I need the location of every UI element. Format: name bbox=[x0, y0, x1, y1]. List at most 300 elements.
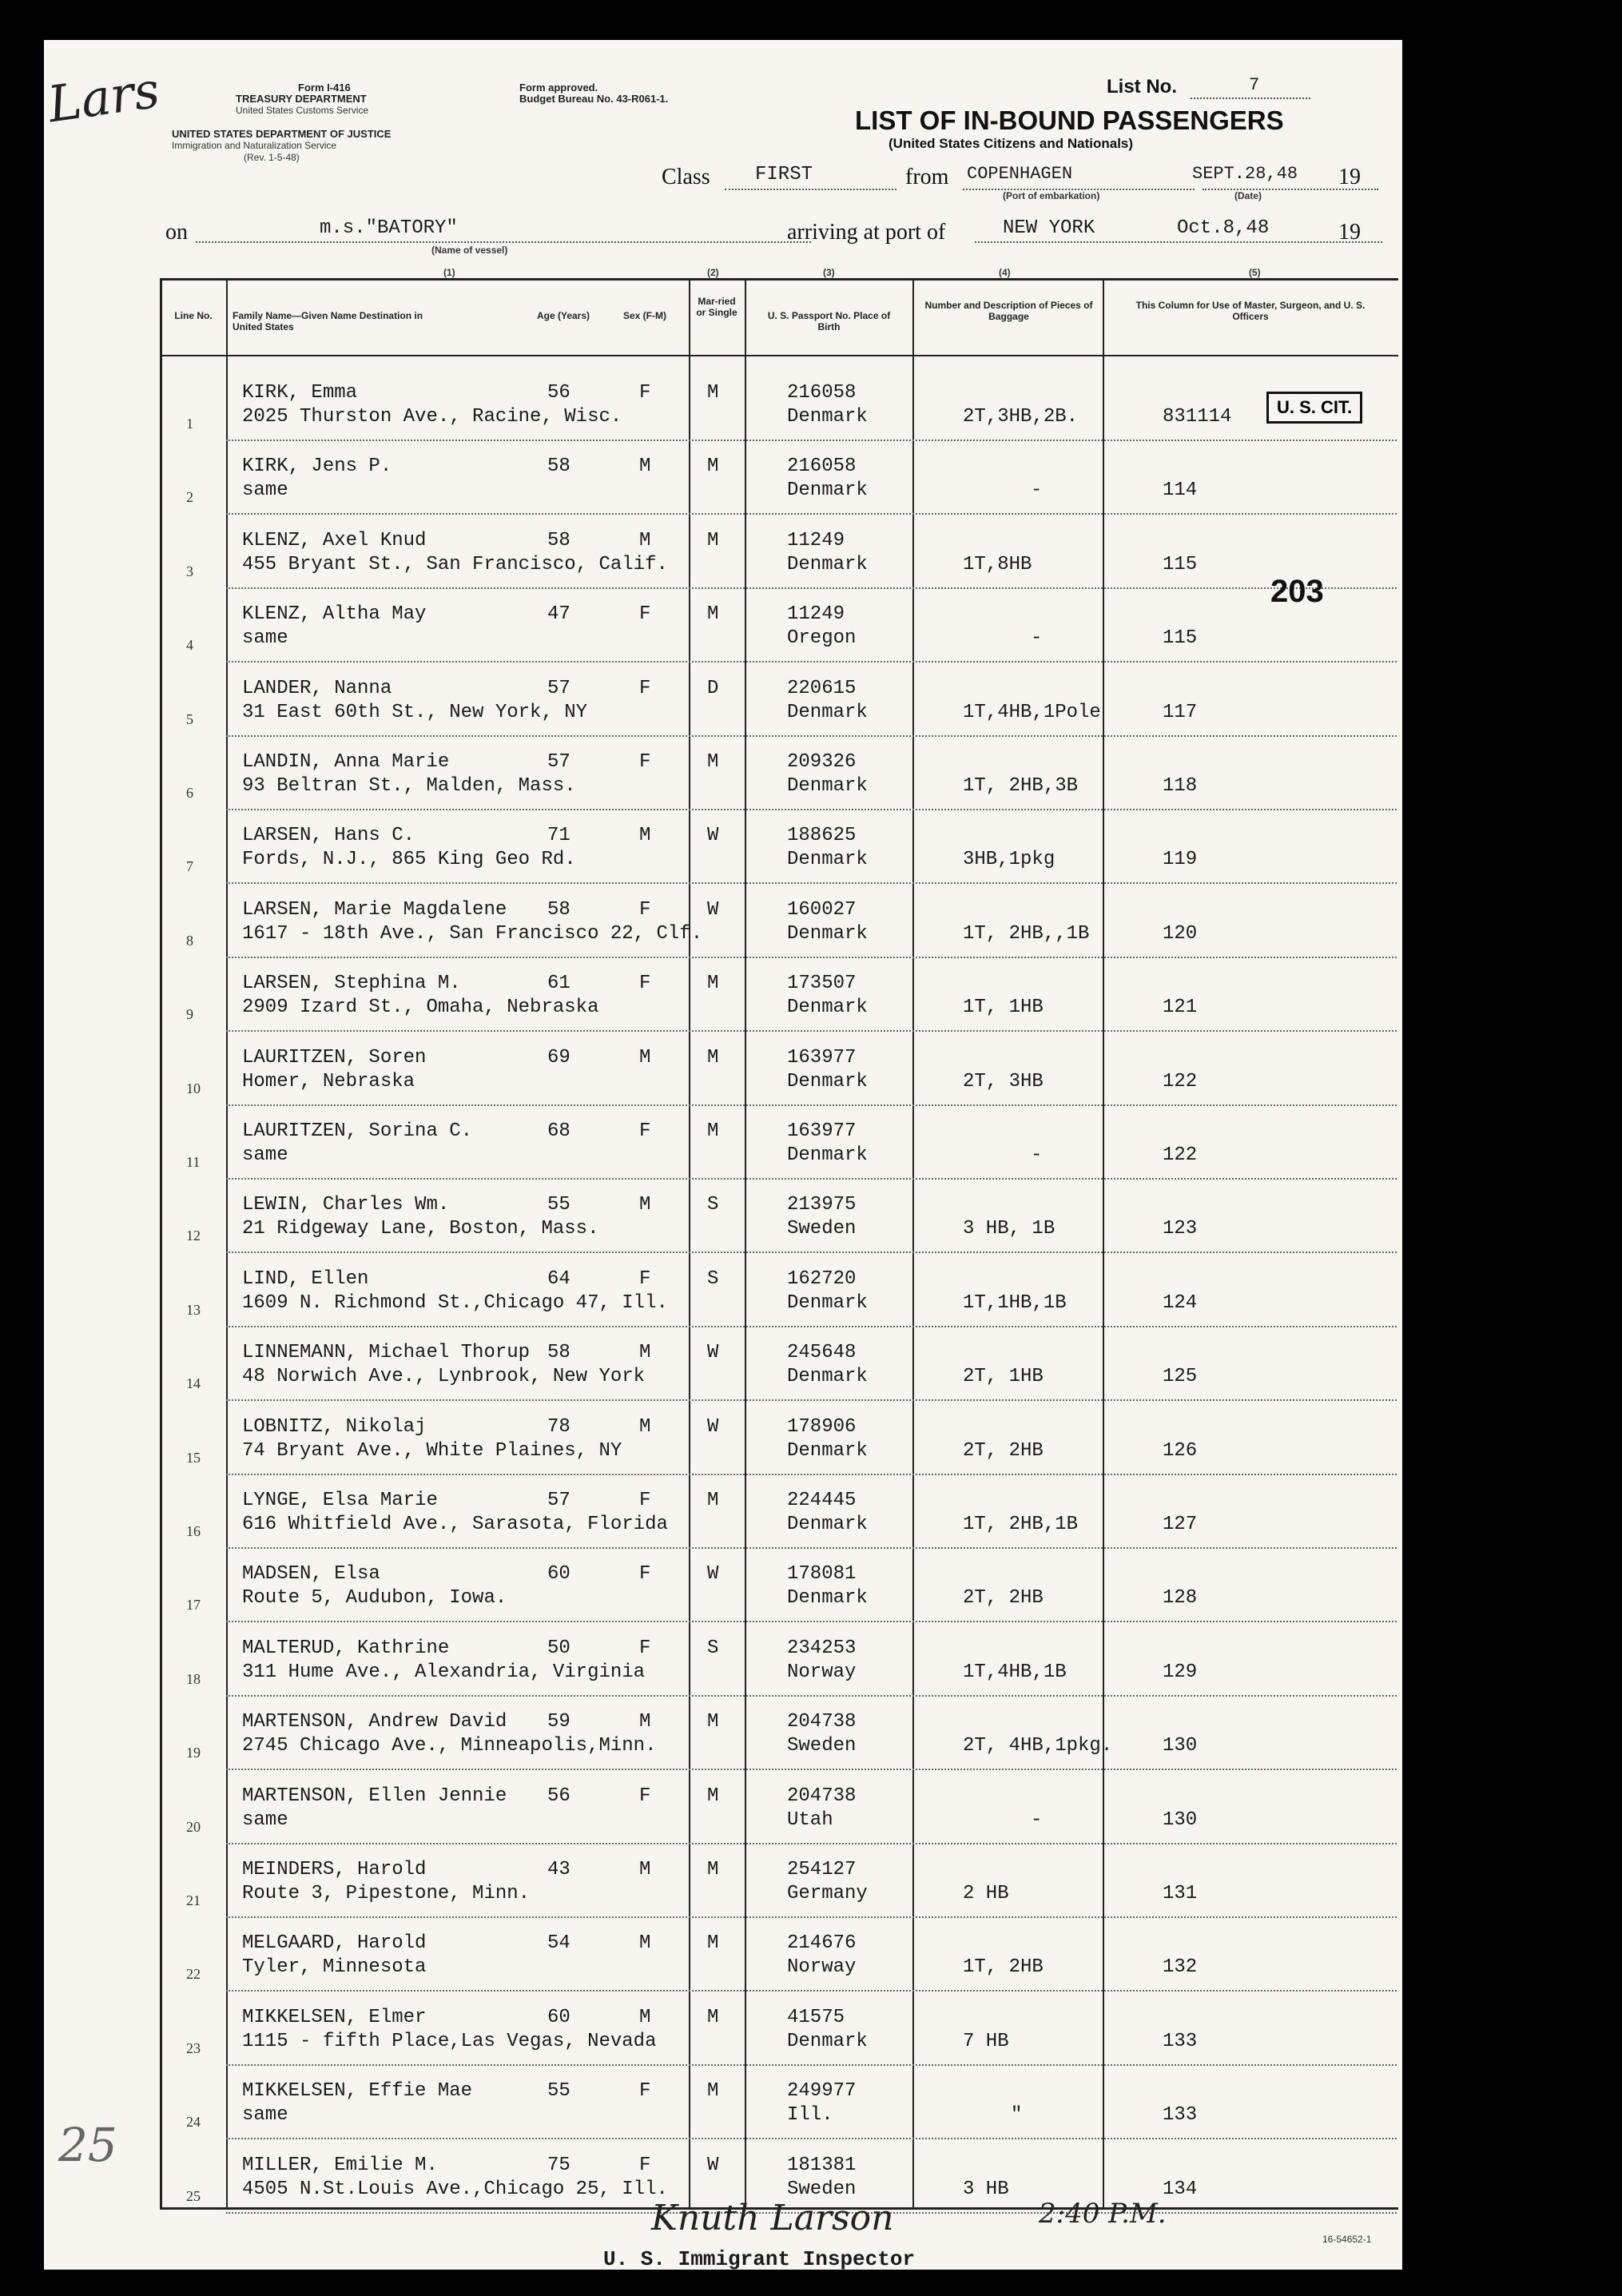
passenger-destination: 616 Whitfield Ave., Sarasota, Florida bbox=[242, 1514, 668, 1535]
table-row bbox=[44, 1843, 1402, 1917]
passenger-name: LANDIN, Anna Marie bbox=[242, 751, 450, 773]
immigrant-inspector-stamp: U. S. Immigrant Inspector bbox=[603, 2247, 916, 2271]
line-number: 11 bbox=[186, 1154, 201, 1170]
passenger-sex: F bbox=[639, 1785, 651, 1807]
class-line bbox=[725, 189, 896, 190]
margin-handwriting: Lars bbox=[44, 60, 163, 134]
from-value: COPENHAGEN bbox=[967, 164, 1073, 184]
passenger-age: 68 bbox=[547, 1120, 570, 1142]
officer-number: 133 bbox=[1163, 2104, 1198, 2127]
officer-number: 130 bbox=[1163, 1735, 1198, 1757]
passenger-sex: M bbox=[639, 1194, 651, 1216]
vessel-line bbox=[196, 241, 811, 243]
passenger-name: LARSEN, Marie Magdalene bbox=[242, 898, 507, 921]
page-title: LIST OF IN-BOUND PASSENGERS bbox=[855, 105, 1284, 135]
place-of-birth: Denmark bbox=[787, 553, 868, 575]
passenger-destination: Tyler, Minnesota bbox=[242, 1956, 427, 1979]
line-number: 6 bbox=[186, 785, 193, 801]
table-header-rule bbox=[160, 355, 1398, 356]
passenger-destination: Route 3, Pipestone, Minn. bbox=[242, 1883, 531, 1904]
line-number: 17 bbox=[186, 1597, 201, 1614]
passenger-name: MADSEN, Elsa bbox=[242, 1563, 380, 1586]
arrival-line bbox=[975, 241, 1382, 243]
arrival-date: Oct.8,48 bbox=[1177, 217, 1270, 239]
passport-number: 162720 bbox=[787, 1267, 857, 1290]
passenger-sex: F bbox=[639, 603, 651, 626]
table-row bbox=[44, 587, 1402, 662]
class-value: FIRST bbox=[755, 164, 813, 185]
officer-number: 122 bbox=[1163, 1070, 1198, 1092]
passport-number: 224445 bbox=[787, 1490, 857, 1511]
year-suffix: 19 bbox=[1338, 165, 1361, 189]
passenger-sex: F bbox=[639, 1490, 651, 1511]
passport-number: 188625 bbox=[787, 825, 857, 847]
table-row bbox=[44, 809, 1402, 883]
table-row bbox=[44, 1695, 1402, 1769]
passenger-sex: F bbox=[639, 1563, 651, 1586]
table-row bbox=[44, 1031, 1402, 1105]
passenger-age: 54 bbox=[547, 1932, 570, 1955]
list-no-line bbox=[1191, 97, 1310, 99]
line-number: 7 bbox=[186, 858, 193, 875]
passenger-age: 58 bbox=[547, 898, 570, 921]
passenger-marital-status: W bbox=[707, 1563, 719, 1586]
baggage-description: 3HB,1pkg bbox=[963, 849, 1055, 871]
baggage-description: - bbox=[1031, 1144, 1043, 1166]
passenger-marital-status: M bbox=[707, 529, 719, 551]
list-no-value: 7 bbox=[1249, 75, 1260, 95]
line-number: 21 bbox=[186, 1892, 201, 1908]
table-top-rule bbox=[160, 278, 1398, 281]
passenger-marital-status: S bbox=[707, 1194, 719, 1216]
place-of-birth: Denmark bbox=[787, 1366, 868, 1388]
passenger-marital-status: M bbox=[707, 2006, 719, 2028]
passenger-marital-status: M bbox=[707, 1120, 719, 1142]
line-number: 3 bbox=[186, 563, 193, 579]
from-label: from bbox=[905, 165, 949, 189]
passenger-marital-status: W bbox=[707, 1342, 719, 1364]
officer-number: 119 bbox=[1163, 849, 1198, 871]
passenger-sex: M bbox=[639, 456, 651, 478]
baggage-description: 2T, 4HB,1pkg. bbox=[963, 1735, 1113, 1757]
passenger-name: LARSEN, Hans C. bbox=[242, 825, 415, 847]
passenger-age: 55 bbox=[547, 1194, 570, 1216]
baggage-description: 1T, 2HB bbox=[963, 1956, 1044, 1979]
arrival-port: NEW YORK bbox=[1003, 217, 1095, 239]
header-married: Mar-ried or Single bbox=[696, 296, 737, 318]
officer-number: 123 bbox=[1163, 1218, 1198, 1240]
place-of-birth: Denmark bbox=[787, 849, 868, 871]
passport-number: 181381 bbox=[787, 2154, 857, 2176]
passenger-name: MEINDERS, Harold bbox=[242, 1859, 427, 1880]
passenger-marital-status: M bbox=[707, 751, 719, 773]
col-num-1: (1) bbox=[443, 267, 455, 278]
passenger-name: MIKKELSEN, Effie Mae bbox=[242, 2080, 473, 2103]
vessel-name: m.s."BATORY" bbox=[320, 217, 458, 239]
passenger-name: MALTERUD, Kathrine bbox=[242, 1637, 450, 1659]
count-stamp: 203 bbox=[1270, 574, 1324, 609]
place-of-birth: Denmark bbox=[787, 922, 868, 945]
table-row bbox=[44, 1547, 1402, 1622]
passenger-marital-status: S bbox=[707, 1637, 719, 1659]
passenger-destination: same bbox=[242, 1809, 288, 1831]
place-of-birth: Denmark bbox=[787, 2030, 868, 2052]
passenger-marital-status: M bbox=[707, 603, 719, 626]
passenger-name: MARTENSON, Andrew David bbox=[242, 1711, 507, 1733]
passenger-destination: same bbox=[242, 2104, 288, 2127]
passenger-sex: M bbox=[639, 529, 651, 551]
passenger-sex: M bbox=[639, 1932, 651, 1955]
passenger-name: LINNEMANN, Michael Thorup bbox=[242, 1342, 531, 1364]
passenger-sex: F bbox=[639, 751, 651, 773]
dept-justice-sub: Immigration and Naturalization Service bbox=[172, 140, 337, 151]
passport-number: 11249 bbox=[787, 603, 845, 626]
passenger-marital-status: W bbox=[707, 825, 719, 847]
passport-number: 11249 bbox=[787, 529, 845, 551]
passenger-destination: same bbox=[242, 1144, 288, 1166]
line-number: 1 bbox=[186, 416, 193, 432]
passenger-marital-status: M bbox=[707, 1932, 719, 1955]
passenger-marital-status: W bbox=[707, 2154, 719, 2176]
passenger-age: 57 bbox=[547, 751, 570, 773]
passenger-age: 78 bbox=[547, 1415, 570, 1438]
passport-number: 178081 bbox=[787, 1563, 857, 1586]
header-officers: This Column for Use of Master, Surgeon, and U. S. Officers bbox=[1135, 300, 1366, 322]
passport-number: 234253 bbox=[787, 1637, 857, 1659]
baggage-description: 1T, 2HB,,1B bbox=[963, 922, 1090, 945]
passenger-sex: M bbox=[639, 1342, 651, 1364]
passenger-destination: 1115 - fifth Place,Las Vegas, Nevada bbox=[242, 2030, 657, 2052]
passenger-marital-status: M bbox=[707, 2080, 719, 2103]
passport-number: 214676 bbox=[787, 1932, 857, 1955]
place-of-birth: Denmark bbox=[787, 406, 868, 428]
passenger-age: 58 bbox=[547, 1342, 570, 1364]
officer-number: 118 bbox=[1163, 775, 1198, 797]
passenger-sex: M bbox=[639, 1711, 651, 1733]
line-number: 5 bbox=[186, 710, 193, 727]
passenger-name: MARTENSON, Ellen Jennie bbox=[242, 1785, 507, 1807]
line-number: 2 bbox=[186, 489, 193, 506]
line-number: 4 bbox=[186, 637, 193, 654]
table-row bbox=[44, 1991, 1402, 2065]
form-revision: (Rev. 1-5-48) bbox=[244, 152, 300, 163]
passenger-sex: F bbox=[639, 1267, 651, 1290]
line-number: 20 bbox=[186, 1818, 201, 1835]
passenger-name: KIRK, Jens P. bbox=[242, 456, 392, 478]
baggage-description: 1T, 2HB,1B bbox=[963, 1514, 1079, 1535]
passenger-sex: M bbox=[639, 1859, 651, 1880]
col-num-4: (4) bbox=[999, 267, 1011, 278]
baggage-description: 1T, 2HB,3B bbox=[963, 775, 1079, 797]
budget-bureau: Budget Bureau No. 43-R061-1. bbox=[519, 93, 669, 105]
passenger-marital-status: W bbox=[707, 1415, 719, 1438]
table-row bbox=[44, 1252, 1402, 1327]
passenger-name: KIRK, Emma bbox=[242, 382, 358, 404]
officer-number: 122 bbox=[1163, 1144, 1198, 1166]
passenger-destination: 455 Bryant St., San Francisco, Calif. bbox=[242, 553, 668, 575]
passenger-sex: M bbox=[639, 2006, 651, 2028]
passenger-marital-status: M bbox=[707, 1859, 719, 1880]
baggage-description: 7 HB bbox=[963, 2030, 1009, 2052]
passenger-marital-status: M bbox=[707, 1785, 719, 1807]
passenger-name: MIKKELSEN, Elmer bbox=[242, 2006, 427, 2028]
passenger-destination: 1609 N. Richmond St.,Chicago 47, Ill. bbox=[242, 1291, 668, 1314]
table-row bbox=[44, 662, 1402, 736]
place-of-birth: Ill. bbox=[787, 2104, 833, 2127]
form-print-code: 16-54652-1 bbox=[1322, 2234, 1372, 2245]
on-label: on bbox=[165, 220, 188, 245]
officer-number: 132 bbox=[1163, 1956, 1198, 1979]
passenger-sex: M bbox=[639, 825, 651, 847]
passenger-destination: 4505 N.St.Louis Ave.,Chicago 25, Ill. bbox=[242, 2178, 668, 2200]
passenger-sex: F bbox=[639, 973, 651, 995]
passenger-destination: 1617 - 18th Ave., San Francisco 22, Clf. bbox=[242, 922, 703, 945]
place-of-birth: Denmark bbox=[787, 479, 868, 502]
margin-number: 25 bbox=[58, 2118, 117, 2172]
passenger-sex: M bbox=[639, 1415, 651, 1438]
officer-number: 129 bbox=[1163, 1661, 1198, 1683]
header-age: Age (Years) bbox=[536, 310, 590, 321]
line-number: 14 bbox=[186, 1375, 201, 1392]
passport-number: 204738 bbox=[787, 1785, 857, 1807]
passenger-age: 69 bbox=[547, 1046, 570, 1068]
officer-number: 115 bbox=[1163, 627, 1198, 650]
line-number: 22 bbox=[186, 1966, 201, 1983]
passenger-sex: F bbox=[639, 677, 651, 699]
place-of-birth: Denmark bbox=[787, 1587, 868, 1610]
passenger-sex: F bbox=[639, 2154, 651, 2176]
passenger-sex: F bbox=[639, 382, 651, 404]
col-num-2: (2) bbox=[707, 267, 719, 278]
passenger-destination: same bbox=[242, 479, 288, 502]
passport-number: 41575 bbox=[787, 2006, 845, 2028]
line-number: 12 bbox=[186, 1228, 201, 1244]
officer-number: 134 bbox=[1163, 2178, 1198, 2200]
officer-number: 121 bbox=[1163, 997, 1198, 1019]
passenger-sex: M bbox=[639, 1046, 651, 1068]
header-name: Family Name—Given Name Destination in United States bbox=[233, 310, 423, 332]
vessel-caption: (Name of vessel) bbox=[431, 245, 508, 256]
place-of-birth: Norway bbox=[787, 1956, 857, 1979]
passenger-name: LOBNITZ, Nikolaj bbox=[242, 1415, 427, 1438]
passenger-sex: F bbox=[639, 1637, 651, 1659]
line-number: 24 bbox=[186, 2114, 201, 2131]
passenger-age: 57 bbox=[547, 677, 570, 699]
baggage-description: 1T,4HB,1Pole bbox=[963, 701, 1101, 723]
passenger-name: LAURITZEN, Sorina C. bbox=[242, 1120, 473, 1142]
baggage-description: - bbox=[1031, 627, 1043, 650]
passenger-destination: 2909 Izard St., Omaha, Nebraska bbox=[242, 997, 599, 1019]
passenger-destination: 311 Hume Ave., Alexandria, Virginia bbox=[242, 1661, 646, 1683]
baggage-description: 1T,8HB bbox=[963, 553, 1032, 575]
passenger-destination: same bbox=[242, 627, 288, 650]
place-of-birth: Denmark bbox=[787, 701, 868, 723]
arriving-label: arriving at port of bbox=[787, 220, 946, 245]
table-row bbox=[44, 1916, 1402, 1991]
passport-number: 213975 bbox=[787, 1194, 857, 1216]
inspector-signature: Knuth Larson bbox=[651, 2198, 894, 2238]
table-row bbox=[44, 1474, 1402, 1548]
passenger-age: 50 bbox=[547, 1637, 570, 1659]
passenger-age: 71 bbox=[547, 825, 570, 847]
passenger-age: 60 bbox=[547, 2006, 570, 2028]
line-number: 9 bbox=[186, 1006, 193, 1023]
passport-number: 173507 bbox=[787, 973, 857, 995]
document-page bbox=[44, 40, 1402, 2270]
passenger-marital-status: M bbox=[707, 973, 719, 995]
place-of-birth: Denmark bbox=[787, 997, 868, 1019]
officer-number: 831114 bbox=[1163, 406, 1232, 428]
year-suffix-2: 19 bbox=[1338, 220, 1361, 245]
table-row bbox=[44, 1769, 1402, 1844]
baggage-description: 1T,4HB,1B bbox=[963, 1661, 1067, 1683]
passenger-name: LAURITZEN, Soren bbox=[242, 1046, 427, 1068]
passenger-age: 58 bbox=[547, 529, 570, 551]
form-number: Form I-416 bbox=[298, 82, 351, 94]
embark-date: SEPT.28,48 bbox=[1192, 164, 1298, 184]
line-number: 8 bbox=[186, 932, 193, 949]
passenger-destination: 31 East 60th St., New York, NY bbox=[242, 701, 588, 723]
passenger-age: 43 bbox=[547, 1859, 570, 1880]
passenger-destination: Homer, Nebraska bbox=[242, 1070, 415, 1092]
place-of-birth: Sweden bbox=[787, 1218, 857, 1240]
passport-number: 209326 bbox=[787, 751, 857, 773]
place-of-birth: Norway bbox=[787, 1661, 857, 1683]
place-of-birth: Oregon bbox=[787, 627, 857, 650]
officer-number: 114 bbox=[1163, 479, 1198, 502]
passenger-marital-status: W bbox=[707, 898, 719, 921]
passenger-marital-status: D bbox=[707, 677, 719, 699]
passenger-marital-status: M bbox=[707, 1490, 719, 1511]
dept-justice: UNITED STATES DEPARTMENT OF JUSTICE bbox=[172, 128, 392, 140]
page-subtitle: (United States Citizens and Nationals) bbox=[889, 136, 1134, 151]
officer-number: 117 bbox=[1163, 701, 1198, 723]
passport-number: 220615 bbox=[787, 677, 857, 699]
passport-number: 254127 bbox=[787, 1859, 857, 1880]
header-passport: U. S. Passport No. Place of Birth bbox=[767, 310, 891, 332]
passenger-age: 59 bbox=[547, 1711, 570, 1733]
baggage-description: 1T,1HB,1B bbox=[963, 1291, 1067, 1314]
table-row bbox=[44, 514, 1402, 588]
line-number: 18 bbox=[186, 1670, 201, 1687]
table-row bbox=[44, 2064, 1402, 2139]
passenger-name: LARSEN, Stephina M. bbox=[242, 973, 461, 995]
passenger-age: 57 bbox=[547, 1490, 570, 1511]
header-sex: Sex (F-M) bbox=[623, 310, 666, 321]
list-no-label: List No. bbox=[1107, 76, 1177, 97]
passenger-destination: 2025 Thurston Ave., Racine, Wisc. bbox=[242, 406, 622, 428]
passenger-age: 75 bbox=[547, 2154, 570, 2176]
place-of-birth: Sweden bbox=[787, 1735, 857, 1757]
place-of-birth: Denmark bbox=[787, 1144, 868, 1166]
passenger-sex: F bbox=[639, 2080, 651, 2103]
officer-number: 126 bbox=[1163, 1439, 1198, 1462]
baggage-description: 3 HB, 1B bbox=[963, 1218, 1055, 1240]
date-caption: (Date) bbox=[1234, 190, 1262, 201]
passport-number: 163977 bbox=[787, 1120, 857, 1142]
passenger-age: 58 bbox=[547, 456, 570, 478]
passenger-destination: 21 Ridgeway Lane, Boston, Mass. bbox=[242, 1218, 599, 1240]
class-label: Class bbox=[662, 165, 710, 189]
table-row bbox=[44, 1400, 1402, 1474]
officer-number: 131 bbox=[1163, 1883, 1198, 1904]
form-approved: Form approved. bbox=[519, 82, 598, 94]
passenger-age: 56 bbox=[547, 382, 570, 404]
passport-number: 245648 bbox=[787, 1342, 857, 1364]
passenger-name: LANDER, Nanna bbox=[242, 677, 392, 699]
officer-number: 120 bbox=[1163, 922, 1198, 945]
line-number: 19 bbox=[186, 1745, 201, 1761]
baggage-description: 2 HB bbox=[963, 1883, 1009, 1904]
line-number: 16 bbox=[186, 1523, 201, 1539]
place-of-birth: Denmark bbox=[787, 1070, 868, 1092]
baggage-description: 1T, 1HB bbox=[963, 997, 1044, 1019]
baggage-description: 2T, 3HB bbox=[963, 1070, 1044, 1092]
passenger-age: 60 bbox=[547, 1563, 570, 1586]
line-number: 15 bbox=[186, 1449, 201, 1466]
passenger-marital-status: M bbox=[707, 1711, 719, 1733]
passenger-name: KLENZ, Altha May bbox=[242, 603, 427, 626]
place-of-birth: Denmark bbox=[787, 775, 868, 797]
passenger-marital-status: M bbox=[707, 1046, 719, 1068]
dept-treasury: TREASURY DEPARTMENT bbox=[236, 93, 367, 105]
time-note: 2:40 P.M. bbox=[1039, 2198, 1167, 2230]
line-number: 10 bbox=[186, 1080, 201, 1096]
officer-number: 128 bbox=[1163, 1587, 1198, 1610]
officer-number: 127 bbox=[1163, 1514, 1198, 1535]
table-row bbox=[44, 735, 1402, 810]
table-row bbox=[44, 1622, 1402, 1696]
officer-number: 130 bbox=[1163, 1809, 1198, 1831]
officer-number: 115 bbox=[1163, 553, 1198, 575]
passenger-marital-status: M bbox=[707, 456, 719, 478]
passenger-sex: F bbox=[639, 898, 651, 921]
place-of-birth: Denmark bbox=[787, 1439, 868, 1462]
table-row bbox=[44, 957, 1402, 1031]
officer-number: 124 bbox=[1163, 1291, 1198, 1314]
passenger-name: LIND, Ellen bbox=[242, 1267, 369, 1290]
passport-number: 178906 bbox=[787, 1415, 857, 1438]
table-row bbox=[44, 1326, 1402, 1400]
baggage-description: " bbox=[1011, 2104, 1023, 2127]
place-of-birth: Sweden bbox=[787, 2178, 857, 2200]
table-row bbox=[44, 1178, 1402, 1252]
passenger-sex: F bbox=[639, 1120, 651, 1142]
table-row bbox=[44, 440, 1402, 514]
passenger-age: 47 bbox=[547, 603, 570, 626]
place-of-birth: Denmark bbox=[787, 1514, 868, 1535]
baggage-description: 3 HB bbox=[963, 2178, 1009, 2200]
passport-number: 249977 bbox=[787, 2080, 857, 2103]
line-number: 13 bbox=[186, 1301, 201, 1318]
baggage-description: 2T,3HB,2B. bbox=[963, 406, 1079, 428]
passport-number: 216058 bbox=[787, 382, 857, 404]
passenger-age: 56 bbox=[547, 1785, 570, 1807]
passenger-age: 55 bbox=[547, 2080, 570, 2103]
us-citizen-stamp: U. S. CIT. bbox=[1266, 392, 1362, 424]
port-embark-caption: (Port of embarkation) bbox=[1003, 190, 1100, 201]
baggage-description: 2T, 1HB bbox=[963, 1366, 1044, 1388]
passenger-destination: 2745 Chicago Ave., Minneapolis,Minn. bbox=[242, 1735, 657, 1757]
baggage-description: - bbox=[1031, 1809, 1043, 1831]
passport-number: 163977 bbox=[787, 1046, 857, 1068]
place-of-birth: Germany bbox=[787, 1883, 868, 1904]
passenger-destination: 74 Bryant Ave., White Plaines, NY bbox=[242, 1439, 622, 1462]
passenger-destination: 48 Norwich Ave., Lynbrook, New York bbox=[242, 1366, 646, 1388]
baggage-description: - bbox=[1031, 479, 1043, 502]
table-row bbox=[44, 883, 1402, 957]
header-line-no: Line No. bbox=[174, 310, 213, 321]
